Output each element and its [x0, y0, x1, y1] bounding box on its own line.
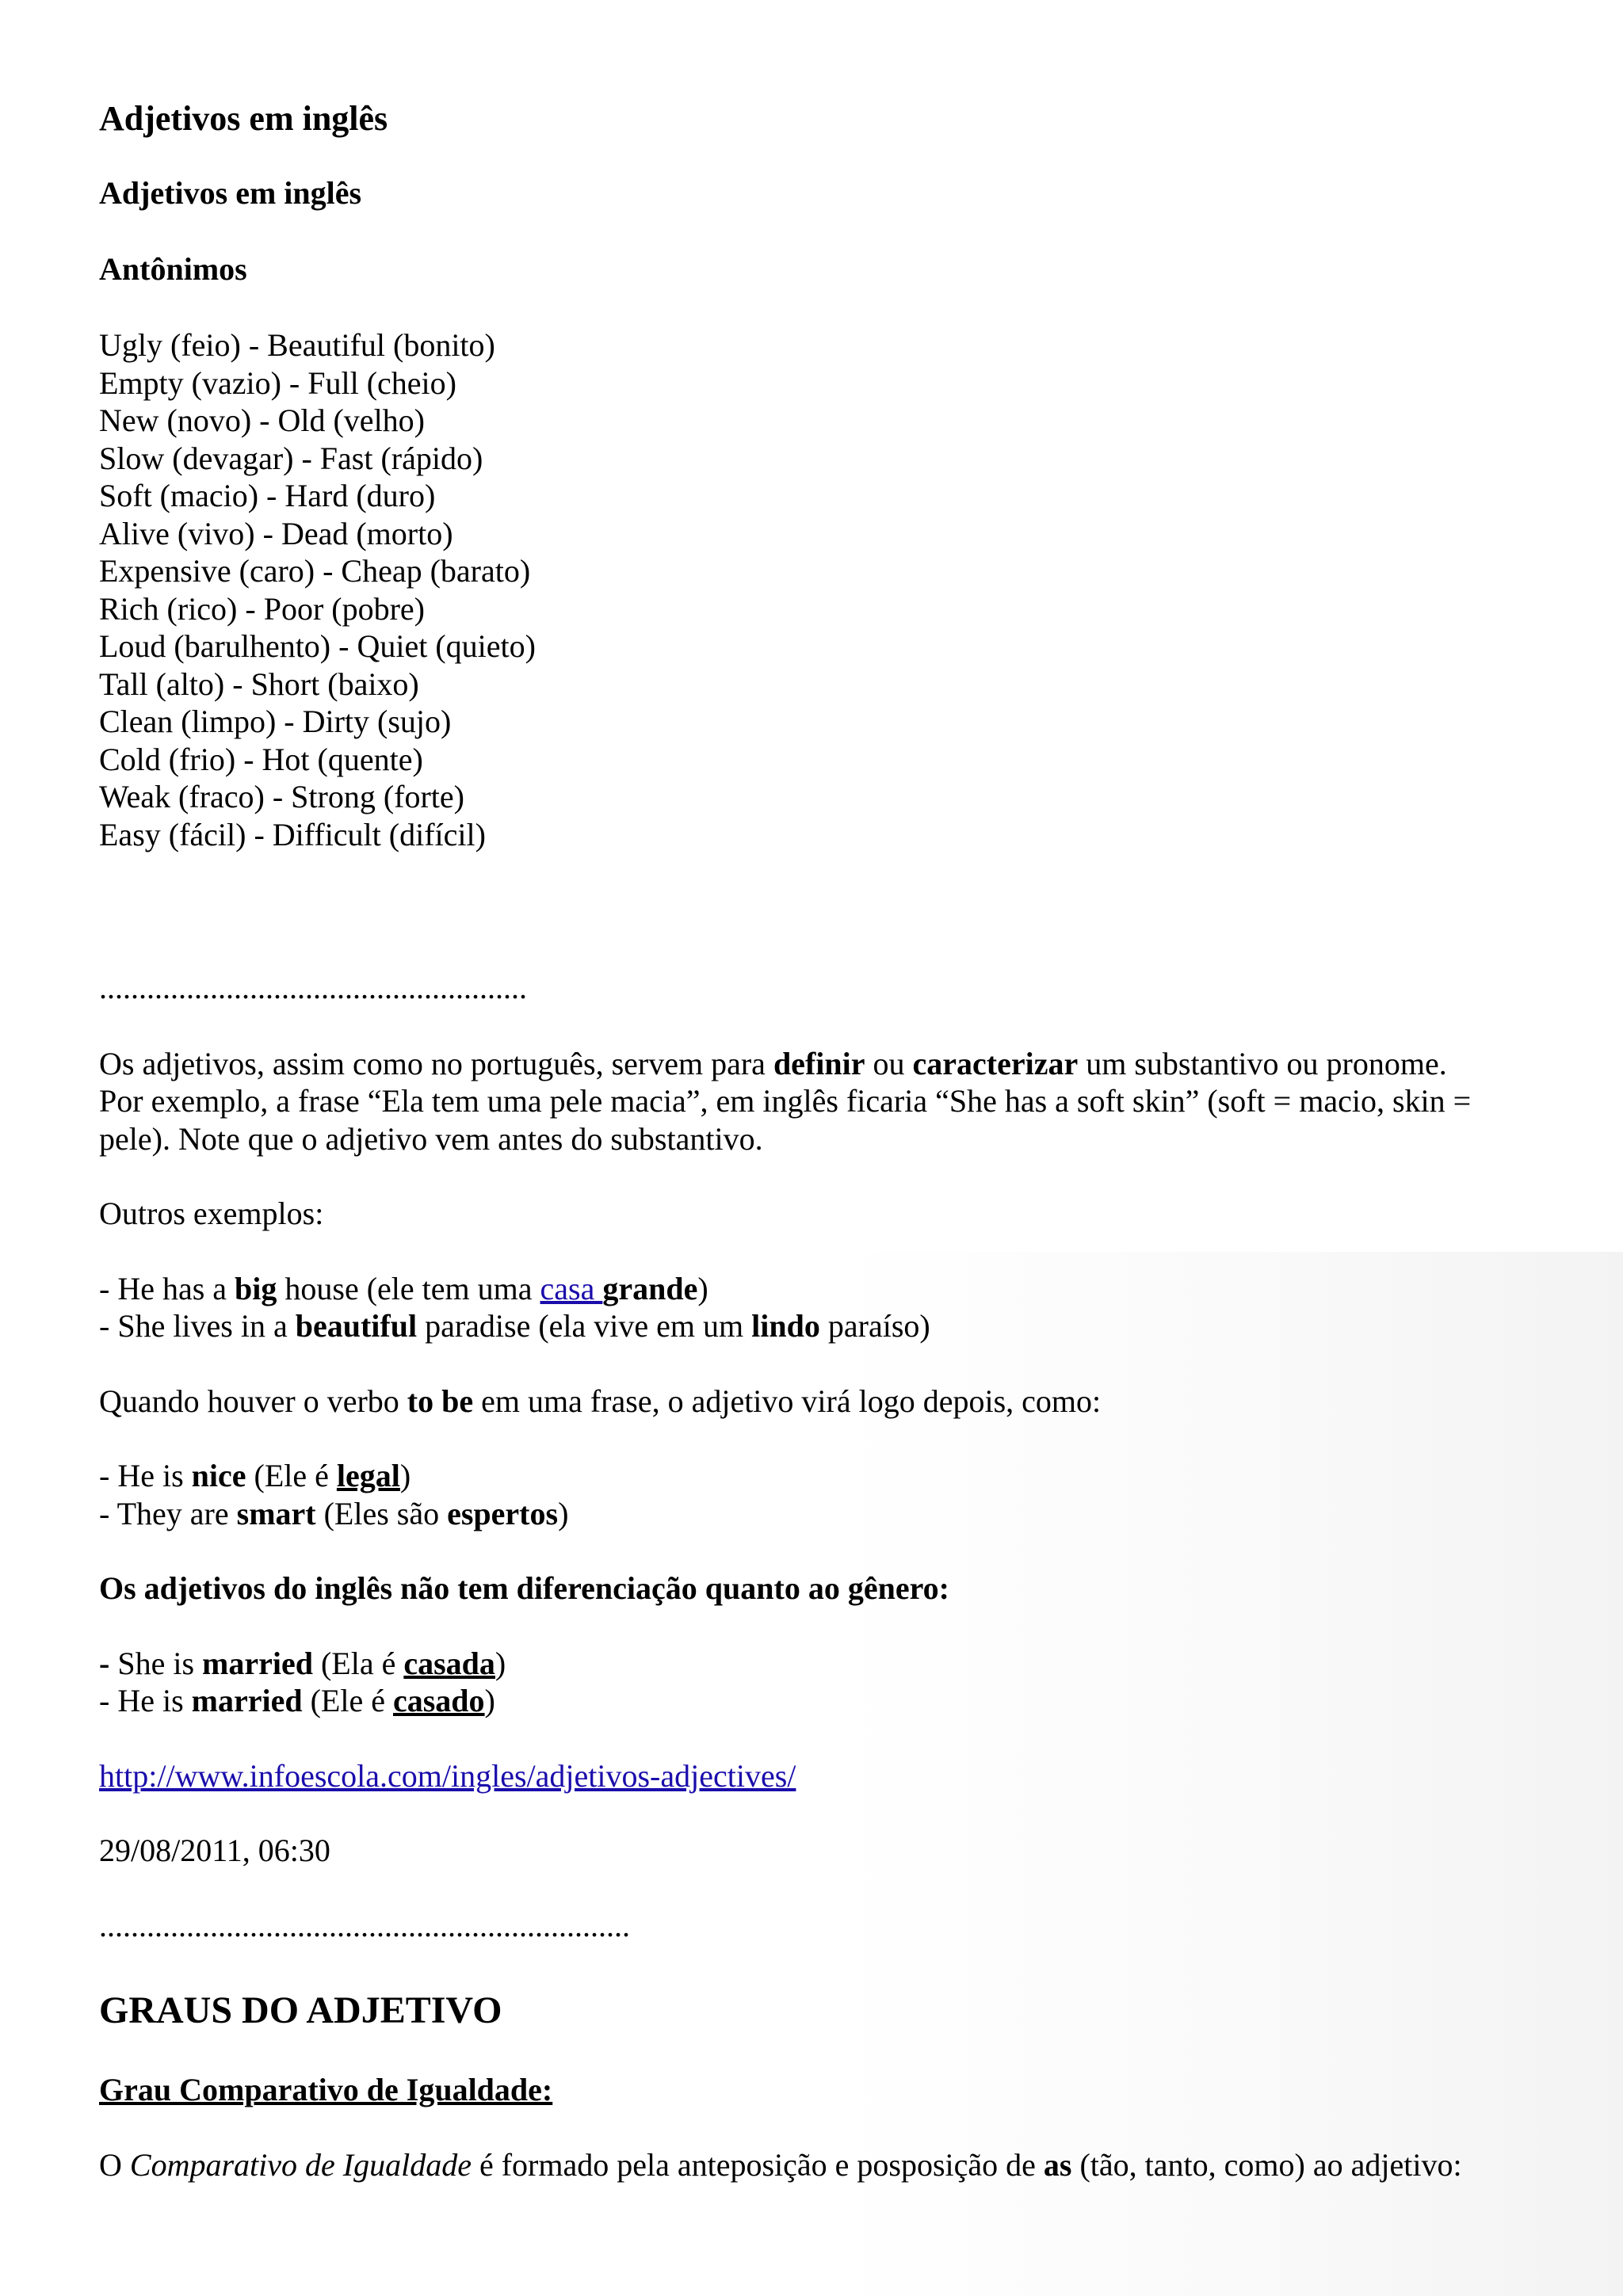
example-line [99, 1270, 1526, 1308]
bold-term: smart [236, 1495, 316, 1531]
bold-term: big [235, 1270, 277, 1306]
examples-block [99, 1270, 1526, 1345]
bold-term: caracterizar [912, 1045, 1079, 1081]
bold-term: married [191, 1683, 303, 1718]
intro-line-3: pele). Note que o adjetivo vem antes do substantivo. [99, 1120, 763, 1157]
outros-exemplos-label: Outros exemplos: [99, 1196, 324, 1231]
underlined-term: legal [336, 1458, 400, 1493]
text: - He has a [99, 1270, 235, 1306]
list-item: Loud (barulhento) - Quiet (quieto) [99, 628, 536, 664]
example-line [99, 1495, 1526, 1533]
gender-examples [99, 1645, 1526, 1720]
graus-heading: GRAUS DO ADJETIVO [99, 1989, 502, 2031]
source-paragraph [99, 1757, 1526, 1795]
to-be-paragraph [99, 1383, 1526, 1421]
text: ) [495, 1645, 506, 1681]
text: She is [109, 1645, 203, 1681]
list-item: Empty (vazio) - Full (cheio) [99, 364, 456, 401]
list-item: Clean (limpo) - Dirty (sujo) [99, 704, 452, 739]
list-item: Alive (vivo) - Dead (morto) [99, 515, 453, 551]
text: (Ela é [312, 1645, 404, 1681]
text: Quando houver o verbo [99, 1383, 407, 1419]
text: ou [865, 1045, 913, 1081]
intro-line-2: Por exemplo, a frase “Ela tem uma pele macia”, em inglês ficaria “She has a soft skin” (soft = macio, skin = [99, 1083, 1472, 1119]
example-line [99, 1457, 1526, 1495]
text: O [99, 2146, 130, 2183]
text: - She lives in a [99, 1308, 296, 1344]
list-item: Cold (frio) - Hot (quente) [99, 741, 423, 777]
intro-line-1 [99, 1045, 1526, 1083]
text: (Eles são [315, 1495, 448, 1531]
bold-term: to be [407, 1383, 474, 1419]
text: Os adjetivos, assim como no português, servem para [99, 1045, 773, 1081]
bold-term: as [1043, 2146, 1072, 2183]
comparativo-heading: Grau Comparativo de Igualdade: [99, 2072, 553, 2107]
text: paraíso) [819, 1308, 930, 1344]
text: é formado pela anteposição e posposição de [471, 2146, 1044, 2183]
text: ) [697, 1270, 708, 1306]
timestamp: 29/08/2011, 06:30 [99, 1833, 330, 1868]
bold-dash: - [99, 1645, 110, 1681]
text: ) [558, 1495, 569, 1531]
bold-term: lindo [751, 1308, 820, 1344]
to-be-examples [99, 1457, 1526, 1532]
list-item: Expensive (caro) - Cheap (barato) [99, 553, 531, 589]
example-line [99, 1645, 1526, 1683]
text: (tão, tanto, como) ao adjetivo: [1071, 2146, 1462, 2183]
bold-term: beautiful [295, 1308, 418, 1344]
italic-term: Comparativo de Igualdade [129, 2146, 472, 2183]
list-item: Slow (devagar) - Fast (rápido) [99, 440, 483, 476]
document-body [99, 95, 1526, 2183]
list-item: New (novo) - Old (velho) [99, 402, 425, 438]
underlined-term: casado [392, 1683, 485, 1718]
bold-term: nice [191, 1458, 246, 1493]
text: - He is [99, 1458, 192, 1493]
text: ) [484, 1683, 495, 1718]
list-item: Soft (macio) - Hard (duro) [99, 478, 436, 513]
separator-dots: ...................................................... [99, 970, 527, 1005]
text: - They are [99, 1495, 237, 1531]
section-title: Adjetivos em inglês [99, 175, 362, 211]
example-line [99, 1682, 1526, 1720]
text: paradise (ela vive em um [417, 1308, 752, 1344]
list-item: Rich (rico) - Poor (pobre) [99, 590, 425, 627]
underlined-term: casada [403, 1645, 495, 1681]
bold-term: married [202, 1645, 313, 1681]
page-title: Adjetivos em inglês [99, 99, 388, 138]
text: em uma frase, o adjetivo virá logo depois, como: [473, 1383, 1102, 1419]
bold-term: definir [773, 1045, 865, 1081]
list-item: Tall (alto) - Short (baixo) [99, 666, 419, 702]
bold-term: grande [602, 1270, 698, 1306]
text: - He is [99, 1683, 192, 1718]
text: (Ele é [246, 1458, 337, 1493]
list-item: Easy (fácil) - Difficult (difícil) [99, 816, 486, 852]
intro-paragraph [99, 1045, 1526, 1158]
comparativo-paragraph [99, 2146, 1526, 2184]
list-item: Weak (fraco) - Strong (forte) [99, 779, 464, 814]
antonyms-heading: Antônimos [99, 251, 247, 287]
gender-heading: Os adjetivos do inglês não tem diferenciação quanto ao gênero: [99, 1570, 949, 1606]
text: house (ele tem uma [277, 1270, 540, 1306]
text: um substantivo ou pronome. [1078, 1045, 1447, 1081]
list-item: Ugly (feio) - Beautiful (bonito) [99, 327, 495, 363]
text: (Ele é [302, 1683, 393, 1718]
source-link[interactable]: http://www.infoescola.com/ingles/adjetivos-adjectives/ [99, 1757, 796, 1794]
text: ) [399, 1458, 411, 1493]
example-line [99, 1307, 1526, 1345]
antonyms-list [99, 326, 1526, 853]
casa-link[interactable]: casa [540, 1270, 603, 1306]
separator-dots: ................................................................... [99, 1907, 630, 1943]
bold-term: espertos [447, 1495, 559, 1531]
